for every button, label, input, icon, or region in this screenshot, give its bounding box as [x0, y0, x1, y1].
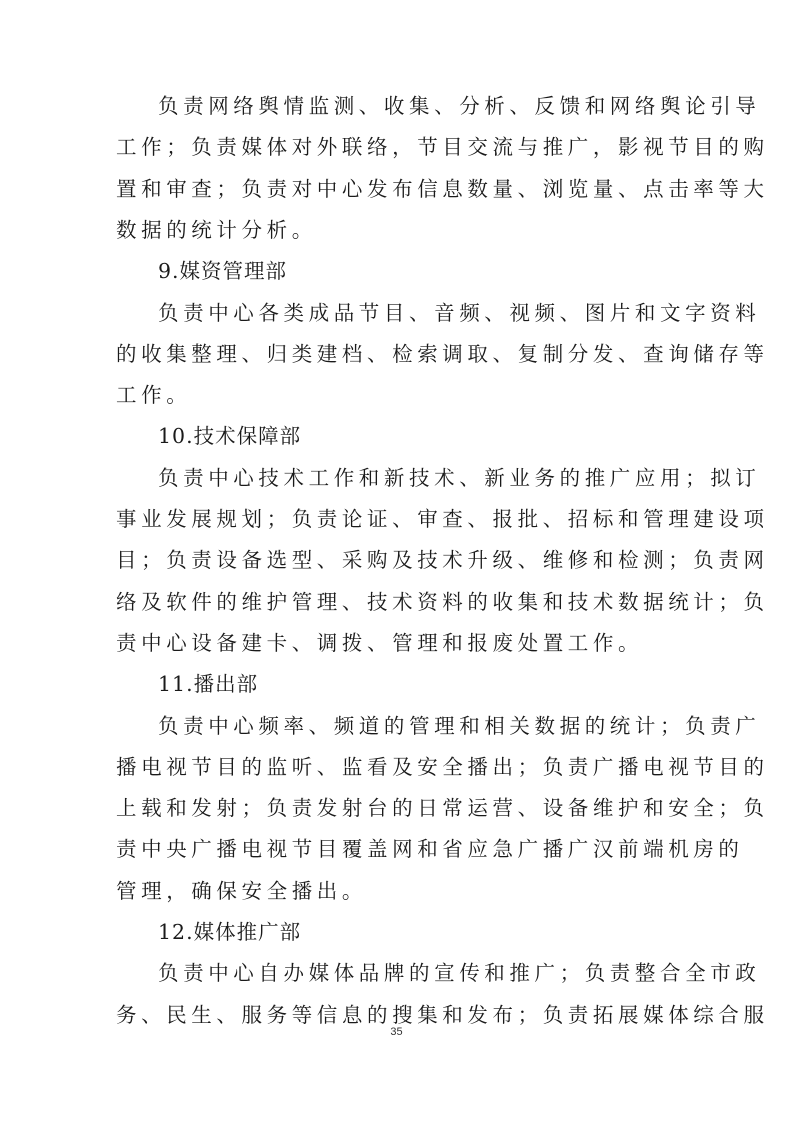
paragraph-line: 数据的统计分析。: [116, 217, 317, 242]
paragraph-line: 负责中心各类成品节目、音频、视频、图片和文字资料: [158, 300, 761, 325]
paragraph-line: 络及软件的维护管理、技术资料的收集和技术数据统计；负: [116, 589, 769, 614]
paragraph-line: 事业发展规划；负责论证、审查、报批、招标和管理建设项: [116, 507, 769, 531]
section-heading: 10.技术保障部: [158, 424, 302, 449]
section-heading: 11.播出部: [158, 672, 259, 697]
paragraph-line: 负责中心技术工作和新技术、新业务的推广应用；拟订: [158, 465, 761, 490]
paragraph-line: 务、民生、服务等信息的搜集和发布；负责拓展媒体综合服: [116, 1002, 769, 1027]
paragraph-line: 负责中心频率、频道的管理和相关数据的统计；负责广: [158, 713, 761, 738]
section-heading: 12.媒体推广部: [158, 920, 302, 944]
page-number: 35: [390, 1026, 403, 1038]
paragraph-line: 的收集整理、归类建档、检索调取、复制分发、查询储存等: [116, 341, 769, 366]
paragraph-line: 负责网络舆情监测、收集、分析、反馈和网络舆论引导: [158, 94, 761, 118]
section-heading: 9.媒资管理部: [158, 259, 288, 284]
paragraph-line: 责中心设备建卡、调拨、管理和报废处置工作。: [116, 630, 644, 655]
paragraph-line: 置和审查；负责对中心发布信息数量、浏览量、点击率等大: [116, 176, 769, 201]
paragraph-line: 管理，确保安全播出。: [116, 878, 367, 903]
paragraph-line: 工作；负责媒体对外联络，节目交流与推广，影视节目的购: [116, 135, 769, 160]
paragraph-line: 负责中心自办媒体品牌的宣传和推广；负责整合全市政: [158, 961, 761, 986]
paragraph-line: 目；负责设备选型、采购及技术升级、维修和检测；负责网: [116, 548, 769, 573]
paragraph-line: 工作。: [116, 383, 192, 408]
paragraph-line: 上载和发射；负责发射台的日常运营、设备维护和安全；负: [116, 796, 769, 821]
paragraph-line: 播电视节目的监听、监看及安全播出；负责广播电视节目的: [116, 754, 769, 779]
paragraph-line: 责中央广播电视节目覆盖网和省应急广播广汉前端机房的: [116, 837, 744, 862]
